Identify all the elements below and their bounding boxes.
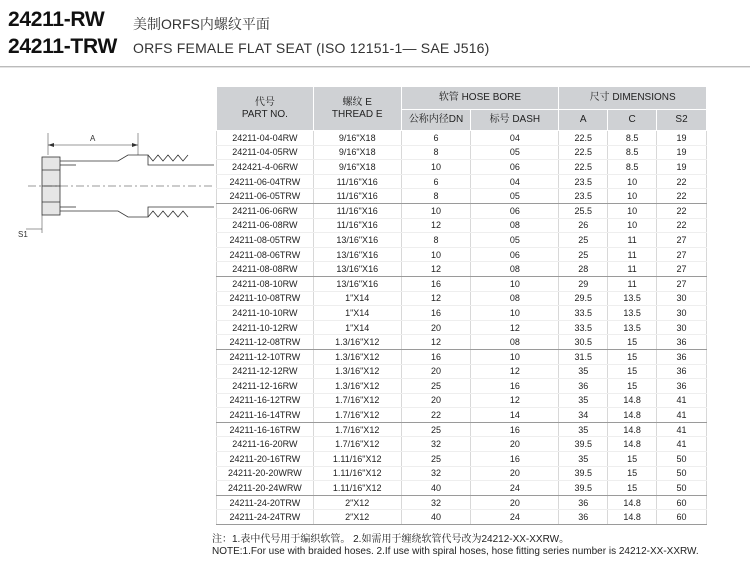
dim-a-cell: 25 xyxy=(559,233,608,248)
dim-c-cell: 14.8 xyxy=(608,408,657,423)
table-row xyxy=(217,481,707,496)
dim-c-cell: 15 xyxy=(608,481,657,496)
dim-a-cell: 26 xyxy=(559,218,608,233)
table-row xyxy=(217,349,707,364)
header-part-cn: 代号 xyxy=(254,96,275,108)
dash-cell: 08 xyxy=(471,335,559,350)
dn-cell: 10 xyxy=(401,160,471,175)
thread-cell: 1"X14 xyxy=(313,306,401,321)
table-row xyxy=(217,160,707,175)
dash-cell: 12 xyxy=(471,364,559,379)
dim-s2-cell: 22 xyxy=(657,189,707,204)
dn-cell: 20 xyxy=(401,364,471,379)
dash-cell: 05 xyxy=(471,233,559,248)
dim-s2-cell: 50 xyxy=(657,466,707,481)
thread-cell: 1.3/16"X12 xyxy=(313,335,401,350)
dim-s2-cell: 41 xyxy=(657,408,707,423)
part-no-cell: 24211-08-10RW xyxy=(217,276,314,291)
part-no-cell: 24211-20-16TRW xyxy=(217,452,314,467)
part-no-cell: 24211-08-08RW xyxy=(217,262,314,277)
dim-s2-cell: 27 xyxy=(657,262,707,277)
part-no-cell: 24211-20-20WRW xyxy=(217,466,314,481)
table-row xyxy=(217,379,707,394)
header-thread-en: THREAD E xyxy=(331,108,383,120)
dim-c-cell: 11 xyxy=(608,247,657,262)
table-row xyxy=(217,495,707,510)
part-no-cell: 24211-12-12RW xyxy=(217,364,314,379)
dn-cell: 12 xyxy=(401,291,471,306)
dash-cell: 12 xyxy=(471,393,559,408)
thread-cell: 1.11/16"X12 xyxy=(313,452,401,467)
dash-cell: 24 xyxy=(471,481,559,496)
header-dash: 标号 DASH xyxy=(471,110,559,131)
part-no-cell: 24211-10-10RW xyxy=(217,306,314,321)
part-no-cell: 24211-06-06RW xyxy=(217,203,314,218)
dn-cell: 25 xyxy=(401,422,471,437)
header-hose-bore: 软管 HOSE BORE xyxy=(401,87,559,110)
part-no-cell: 24211-12-10TRW xyxy=(217,349,314,364)
thread-cell: 11/16"X16 xyxy=(313,203,401,218)
table-row xyxy=(217,306,707,321)
dim-a-cell: 22.5 xyxy=(559,145,608,160)
thread-cell: 1.3/16"X12 xyxy=(313,349,401,364)
dim-s2-cell: 60 xyxy=(657,495,707,510)
header-c: C xyxy=(608,110,657,131)
dim-a-cell: 23.5 xyxy=(559,174,608,189)
thread-cell: 11/16"X16 xyxy=(313,218,401,233)
table-row xyxy=(217,262,707,277)
dim-s2-cell: 22 xyxy=(657,203,707,218)
thread-cell: 1.7/16"X12 xyxy=(313,408,401,423)
dim-c-cell: 10 xyxy=(608,189,657,204)
dim-s2-cell: 50 xyxy=(657,452,707,467)
dim-s2-cell: 19 xyxy=(657,131,707,146)
dn-cell: 16 xyxy=(401,306,471,321)
thread-cell: 9/16"X18 xyxy=(313,145,401,160)
dim-a-cell: 22.5 xyxy=(559,131,608,146)
thread-cell: 1.11/16"X12 xyxy=(313,481,401,496)
part-no-cell: 24211-08-05TRW xyxy=(217,233,314,248)
table-row xyxy=(217,466,707,481)
dim-s2-cell: 27 xyxy=(657,247,707,262)
dim-c-cell: 14.8 xyxy=(608,510,657,525)
dn-cell: 6 xyxy=(401,131,471,146)
thread-cell: 2"X12 xyxy=(313,510,401,525)
dash-cell: 14 xyxy=(471,408,559,423)
dim-s2-cell: 30 xyxy=(657,320,707,335)
header-divider-shadow xyxy=(0,67,750,68)
part-no-cell: 24211-08-06TRW xyxy=(217,247,314,262)
dash-cell: 10 xyxy=(471,349,559,364)
dim-c-cell: 11 xyxy=(608,233,657,248)
dash-cell: 04 xyxy=(471,131,559,146)
table-row xyxy=(217,131,707,146)
dim-c-cell: 11 xyxy=(608,276,657,291)
dim-a-cell: 33.5 xyxy=(559,306,608,321)
header-part-en: PART NO. xyxy=(241,108,288,120)
table-row xyxy=(217,408,707,423)
thread-cell: 1.7/16"X12 xyxy=(313,437,401,452)
dim-s2-cell: 41 xyxy=(657,437,707,452)
table-row xyxy=(217,393,707,408)
header-dimensions: 尺寸 DIMENSIONS xyxy=(559,87,707,110)
dim-c-cell: 15 xyxy=(608,379,657,394)
dash-cell: 04 xyxy=(471,174,559,189)
part-code-trw: 24211-TRW xyxy=(8,35,117,58)
table-row xyxy=(217,276,707,291)
table-row xyxy=(217,218,707,233)
part-no-cell: 24211-12-16RW xyxy=(217,379,314,394)
thread-cell: 11/16"X16 xyxy=(313,189,401,204)
dim-a-cell: 36 xyxy=(559,510,608,525)
part-no-cell: 24211-10-12RW xyxy=(217,320,314,335)
dash-cell: 06 xyxy=(471,160,559,175)
part-no-cell: 24211-06-04TRW xyxy=(217,174,314,189)
table-row xyxy=(217,203,707,218)
title-chinese: 美制ORFS内螺纹平面 xyxy=(133,16,270,32)
dash-cell: 08 xyxy=(471,262,559,277)
dn-cell: 12 xyxy=(401,335,471,350)
dim-a-cell: 25 xyxy=(559,247,608,262)
dim-c-cell: 10 xyxy=(608,218,657,233)
dash-cell: 10 xyxy=(471,306,559,321)
dim-s2-cell: 36 xyxy=(657,349,707,364)
dim-s2-cell: 30 xyxy=(657,291,707,306)
dim-a-cell: 35 xyxy=(559,393,608,408)
thread-cell: 1.3/16"X12 xyxy=(313,364,401,379)
header-s2: S2 xyxy=(657,110,707,131)
dn-cell: 32 xyxy=(401,437,471,452)
table-row xyxy=(217,291,707,306)
dim-c-cell: 8.5 xyxy=(608,131,657,146)
table-row xyxy=(217,364,707,379)
thread-cell: 1.11/16"X12 xyxy=(313,466,401,481)
dim-c-cell: 13.5 xyxy=(608,291,657,306)
dn-cell: 25 xyxy=(401,379,471,394)
dim-a-cell: 35 xyxy=(559,452,608,467)
table-row xyxy=(217,247,707,262)
dim-s2-cell: 19 xyxy=(657,160,707,175)
dn-cell: 32 xyxy=(401,466,471,481)
header-thread-cn: 螺纹 E xyxy=(342,96,372,108)
part-no-cell: 24211-06-08RW xyxy=(217,218,314,233)
dash-cell: 16 xyxy=(471,379,559,394)
dim-c-cell: 14.8 xyxy=(608,393,657,408)
table-row xyxy=(217,145,707,160)
dim-c-cell: 14.8 xyxy=(608,422,657,437)
dim-s2-cell: 41 xyxy=(657,393,707,408)
dn-cell: 6 xyxy=(401,174,471,189)
header-dn: 公称内径DN xyxy=(401,110,471,131)
table-row xyxy=(217,437,707,452)
table-row xyxy=(217,335,707,350)
spec-table xyxy=(216,86,707,525)
dim-c-cell: 13.5 xyxy=(608,320,657,335)
dim-a-cell: 30.5 xyxy=(559,335,608,350)
dim-c-cell: 13.5 xyxy=(608,306,657,321)
dash-cell: 10 xyxy=(471,276,559,291)
dim-s2-cell: 27 xyxy=(657,276,707,291)
dim-c-cell: 8.5 xyxy=(608,145,657,160)
dim-s2-cell: 30 xyxy=(657,306,707,321)
dash-cell: 08 xyxy=(471,218,559,233)
dn-cell: 32 xyxy=(401,495,471,510)
dim-a-cell: 23.5 xyxy=(559,189,608,204)
dn-cell: 22 xyxy=(401,408,471,423)
dim-a-cell: 36 xyxy=(559,495,608,510)
header-part-no xyxy=(217,87,314,131)
dim-a-cell: 39.5 xyxy=(559,481,608,496)
dash-cell: 20 xyxy=(471,495,559,510)
dim-s2-cell: 22 xyxy=(657,174,707,189)
thread-cell: 1.7/16"X12 xyxy=(313,422,401,437)
dn-cell: 25 xyxy=(401,452,471,467)
part-no-cell: 24211-10-08TRW xyxy=(217,291,314,306)
dim-a-cell: 34 xyxy=(559,408,608,423)
dim-a-cell: 29 xyxy=(559,276,608,291)
dn-cell: 40 xyxy=(401,481,471,496)
note-chinese: 注：1.表中代号用于编织软管。 2.如需用于缠绕软管代号改为24212-XX-XXRW。 xyxy=(212,534,570,545)
dim-a-cell: 25.5 xyxy=(559,203,608,218)
part-no-cell: 24211-16-16TRW xyxy=(217,422,314,437)
fitting-drawing xyxy=(18,125,214,245)
part-no-cell: 24211-16-20RW xyxy=(217,437,314,452)
dim-c-cell: 11 xyxy=(608,262,657,277)
dash-cell: 06 xyxy=(471,247,559,262)
thread-cell: 1.3/16"X12 xyxy=(313,379,401,394)
thread-cell: 1.7/16"X12 xyxy=(313,393,401,408)
thread-cell: 1"X14 xyxy=(313,291,401,306)
thread-cell: 2"X12 xyxy=(313,495,401,510)
dim-c-cell: 14.8 xyxy=(608,437,657,452)
table-row xyxy=(217,233,707,248)
table-row xyxy=(217,320,707,335)
dn-cell: 10 xyxy=(401,203,471,218)
thread-cell: 13/16"X16 xyxy=(313,262,401,277)
dim-s2-cell: 22 xyxy=(657,218,707,233)
thread-cell: 13/16"X16 xyxy=(313,276,401,291)
dimension-a-label: A xyxy=(90,134,96,143)
table-row xyxy=(217,452,707,467)
dim-s2-cell: 36 xyxy=(657,364,707,379)
dim-c-cell: 15 xyxy=(608,452,657,467)
dn-cell: 8 xyxy=(401,233,471,248)
dim-a-cell: 29.5 xyxy=(559,291,608,306)
title-english: ORFS FEMALE FLAT SEAT (ISO 12151-1— SAE J516) xyxy=(133,40,490,56)
dash-cell: 05 xyxy=(471,189,559,204)
dn-cell: 16 xyxy=(401,276,471,291)
dim-a-cell: 36 xyxy=(559,379,608,394)
dim-a-cell: 28 xyxy=(559,262,608,277)
spec-table-body xyxy=(217,131,707,525)
dim-s2-cell: 27 xyxy=(657,233,707,248)
part-no-cell: 24211-12-08TRW xyxy=(217,335,314,350)
dim-s2-cell: 36 xyxy=(657,379,707,394)
part-no-cell: 24211-24-20TRW xyxy=(217,495,314,510)
dim-s2-cell: 60 xyxy=(657,510,707,525)
thread-cell: 11/16"X16 xyxy=(313,174,401,189)
note-english: NOTE:1.For use with braided hoses. 2.If use with spiral hoses, hose fitting series number is 24212-XX-XXRW. xyxy=(212,546,699,557)
dash-cell: 12 xyxy=(471,320,559,335)
dn-cell: 12 xyxy=(401,262,471,277)
part-no-cell: 24211-06-05TRW xyxy=(217,189,314,204)
part-no-cell: 24211-16-14TRW xyxy=(217,408,314,423)
dim-c-cell: 10 xyxy=(608,174,657,189)
part-no-cell: 24211-24-24TRW xyxy=(217,510,314,525)
dash-cell: 16 xyxy=(471,452,559,467)
dim-c-cell: 14.8 xyxy=(608,495,657,510)
dash-cell: 20 xyxy=(471,466,559,481)
table-row xyxy=(217,174,707,189)
dash-cell: 20 xyxy=(471,437,559,452)
thread-cell: 13/16"X16 xyxy=(313,247,401,262)
dim-a-cell: 33.5 xyxy=(559,320,608,335)
dim-s2-cell: 50 xyxy=(657,481,707,496)
dim-c-cell: 10 xyxy=(608,203,657,218)
dash-cell: 24 xyxy=(471,510,559,525)
dim-c-cell: 15 xyxy=(608,466,657,481)
dash-cell: 08 xyxy=(471,291,559,306)
header-thread xyxy=(313,87,401,131)
table-row xyxy=(217,422,707,437)
dn-cell: 12 xyxy=(401,218,471,233)
dim-c-cell: 15 xyxy=(608,364,657,379)
dim-c-cell: 15 xyxy=(608,349,657,364)
dim-a-cell: 39.5 xyxy=(559,466,608,481)
thread-cell: 9/16"X18 xyxy=(313,160,401,175)
dim-c-cell: 15 xyxy=(608,335,657,350)
dash-cell: 06 xyxy=(471,203,559,218)
dim-a-cell: 35 xyxy=(559,364,608,379)
dim-s2-cell: 19 xyxy=(657,145,707,160)
dim-s2-cell: 36 xyxy=(657,335,707,350)
dn-cell: 40 xyxy=(401,510,471,525)
dn-cell: 8 xyxy=(401,189,471,204)
dn-cell: 16 xyxy=(401,349,471,364)
dash-cell: 16 xyxy=(471,422,559,437)
thread-cell: 13/16"X16 xyxy=(313,233,401,248)
dim-a-cell: 39.5 xyxy=(559,437,608,452)
dn-cell: 8 xyxy=(401,145,471,160)
part-no-cell: 24211-20-24WRW xyxy=(217,481,314,496)
table-row xyxy=(217,189,707,204)
part-no-cell: 24211-04-04RW xyxy=(217,131,314,146)
thread-cell: 1"X14 xyxy=(313,320,401,335)
dim-c-cell: 8.5 xyxy=(608,160,657,175)
part-code-rw: 24211-RW xyxy=(8,8,105,31)
dn-cell: 10 xyxy=(401,247,471,262)
part-no-cell: 242421-4-06RW xyxy=(217,160,314,175)
part-no-cell: 24211-04-05RW xyxy=(217,145,314,160)
dim-a-cell: 22.5 xyxy=(559,160,608,175)
dim-a-cell: 35 xyxy=(559,422,608,437)
dim-s2-cell: 41 xyxy=(657,422,707,437)
dim-a-cell: 31.5 xyxy=(559,349,608,364)
table-row xyxy=(217,510,707,525)
thread-cell: 9/16"X18 xyxy=(313,131,401,146)
part-no-cell: 24211-16-12TRW xyxy=(217,393,314,408)
dn-cell: 20 xyxy=(401,320,471,335)
header-a: A xyxy=(559,110,608,131)
dash-cell: 05 xyxy=(471,145,559,160)
dimension-s1-label: S1 xyxy=(18,230,28,239)
dn-cell: 20 xyxy=(401,393,471,408)
